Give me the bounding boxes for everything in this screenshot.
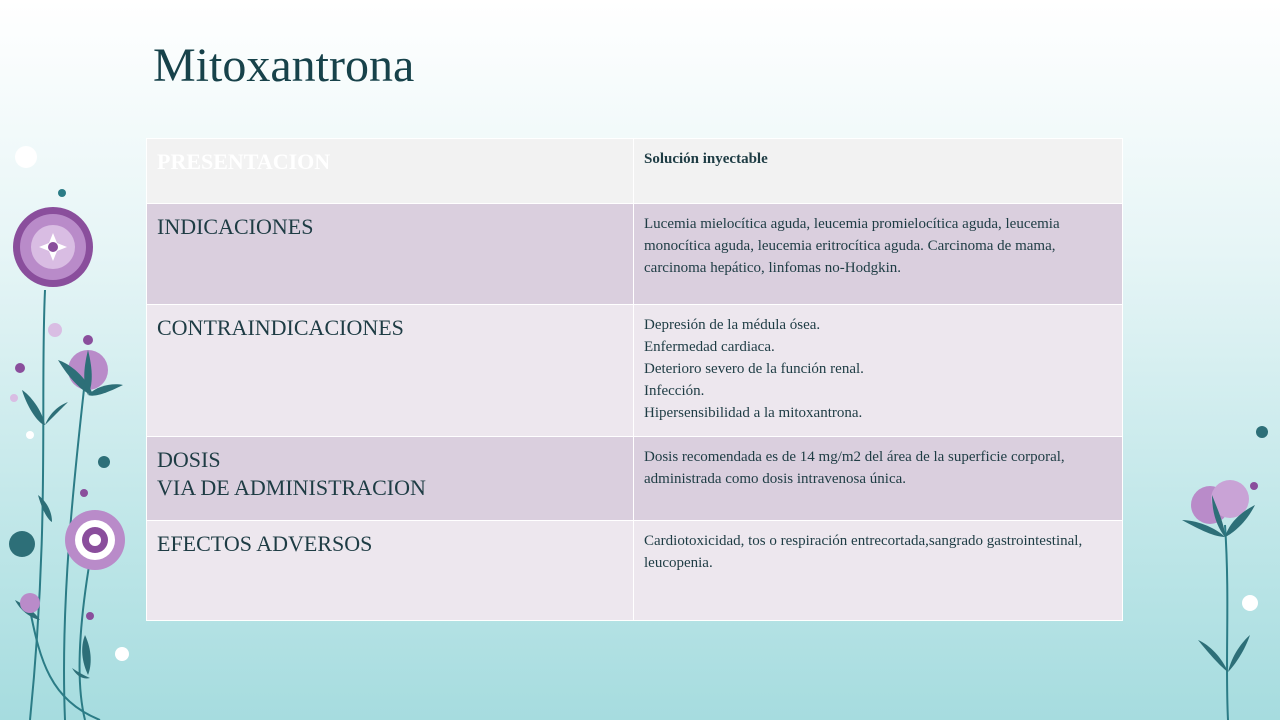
row-value: Cardiotoxicidad, tos o respiración entrecortada,sangrado gastrointestinal, leucopenia. (634, 521, 1123, 621)
spark-icon (15, 146, 37, 168)
tulip-icon (1182, 480, 1255, 537)
stem-line (1225, 525, 1228, 720)
dot-icon (58, 189, 66, 197)
table-row-presentacion (147, 139, 1123, 204)
leaf-icon (1228, 635, 1250, 672)
spark-icon (1242, 595, 1258, 611)
row-value: Depresión de la médula ósea. Enfermedad cardiaca. Deterioro severo de la función renal. Infección. Hipersensibilidad a la mitoxantrona. (634, 305, 1123, 437)
slide-title: Mitoxantrona (153, 39, 415, 92)
dot-icon (80, 489, 88, 497)
table-row-contraindicaciones (147, 305, 1123, 437)
dot-icon (1250, 482, 1258, 490)
row-label: CONTRAINDICACIONES (147, 305, 634, 437)
dot-icon (1256, 426, 1268, 438)
bud-icon (20, 593, 40, 613)
leaf-icon (22, 390, 45, 425)
table-row-efectos-adversos (147, 521, 1123, 621)
row-value: Dosis recomendada es de 14 mg/m2 del área de la superficie corporal, administrada como dosis intravenosa única. (634, 437, 1123, 521)
drug-info-table (146, 138, 1123, 621)
dot-icon (26, 431, 34, 439)
leaf-icon (82, 635, 91, 675)
dot-icon (15, 363, 25, 373)
table-row-dosis (147, 437, 1123, 521)
dot-icon (83, 335, 93, 345)
row-value: Solución inyectable (634, 139, 1123, 204)
leaf-icon (38, 495, 52, 522)
dot-icon (10, 394, 18, 402)
tulip-icon (58, 350, 123, 396)
spark-icon (115, 647, 129, 661)
row-label: PRESENTACION (147, 139, 634, 204)
spark-icon (9, 531, 35, 557)
table-row-indicaciones (147, 204, 1123, 305)
dot-icon (98, 456, 110, 468)
leaf-icon (45, 402, 68, 425)
flower-icon (13, 207, 93, 287)
dot-icon (48, 323, 62, 337)
row-value: Lucemia mielocítica aguda, leucemia promielocítica aguda, leucemia monocítica aguda, leucemia eritrocítica aguda. Carcinoma de mama, carcinoma hepático, linfomas no-Hodgkin. (634, 204, 1123, 305)
ring-flower-icon (65, 510, 125, 570)
row-label: INDICACIONES (147, 204, 634, 305)
leaf-icon (1198, 640, 1228, 672)
row-label: DOSIS VIA DE ADMINISTRACION (147, 437, 634, 521)
dot-icon (86, 612, 94, 620)
row-label: EFECTOS ADVERSOS (147, 521, 634, 621)
